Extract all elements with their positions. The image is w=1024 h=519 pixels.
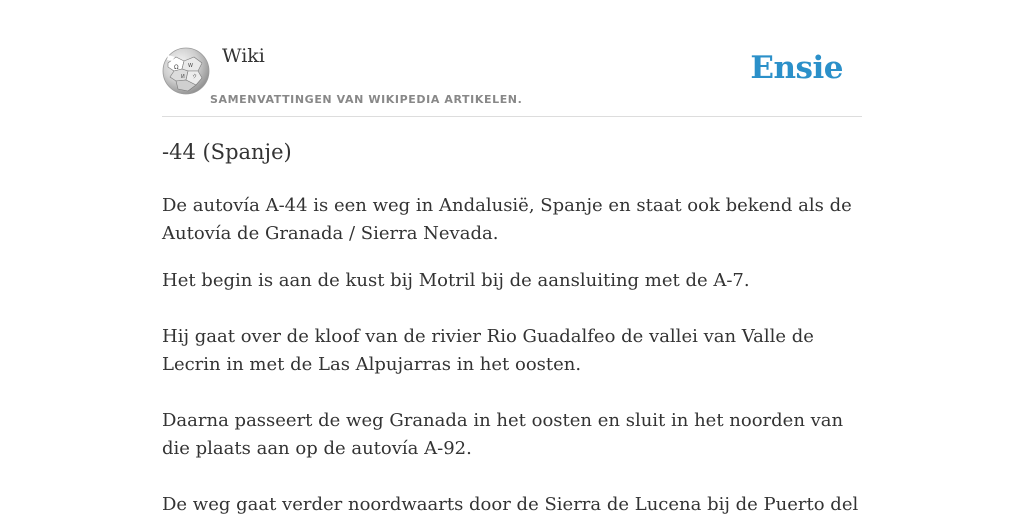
svg-text:ウ: ウ <box>192 74 198 80</box>
article-paragraph: Het begin is aan de kust bij Motril bij de aansluiting met de A-7. <box>162 270 750 291</box>
site-tagline: SAMENVATTINGEN VAN WIKIPEDIA ARTIKELEN. <box>210 93 523 106</box>
article-paragraph: Daarna passeert de weg Granada in het oosten en sluit in het noorden van die plaats aan op de autovía A-92. <box>162 410 844 459</box>
site-name-link[interactable]: Wiki <box>222 45 265 67</box>
wikipedia-globe-icon[interactable] <box>162 47 210 95</box>
article-paragraph: De autovía A-44 is een weg in Andalusië, Spanje en staat ook bekend als de Autovía de Granada / Sierra Nevada. <box>162 195 852 244</box>
site-header <box>162 0 862 117</box>
ensie-brand-link[interactable]: Ensie <box>750 50 843 86</box>
svg-text:Ω: Ω <box>174 64 179 71</box>
page <box>162 0 862 515</box>
svg-text:W: W <box>188 63 193 69</box>
article-paragraph: De weg gaat verder noordwaarts door de Sierra de Lucena bij de Puerto del <box>162 494 859 515</box>
article-body <box>162 192 862 519</box>
article-title: -44 (Spanje) <box>162 140 292 164</box>
article-paragraph: Hij gaat over de kloof van de rivier Rio Guadalfeo de vallei van Valle de Lecrin in met de Las Alpujarras in het oosten. <box>162 326 814 375</box>
svg-text:И: И <box>181 74 185 80</box>
